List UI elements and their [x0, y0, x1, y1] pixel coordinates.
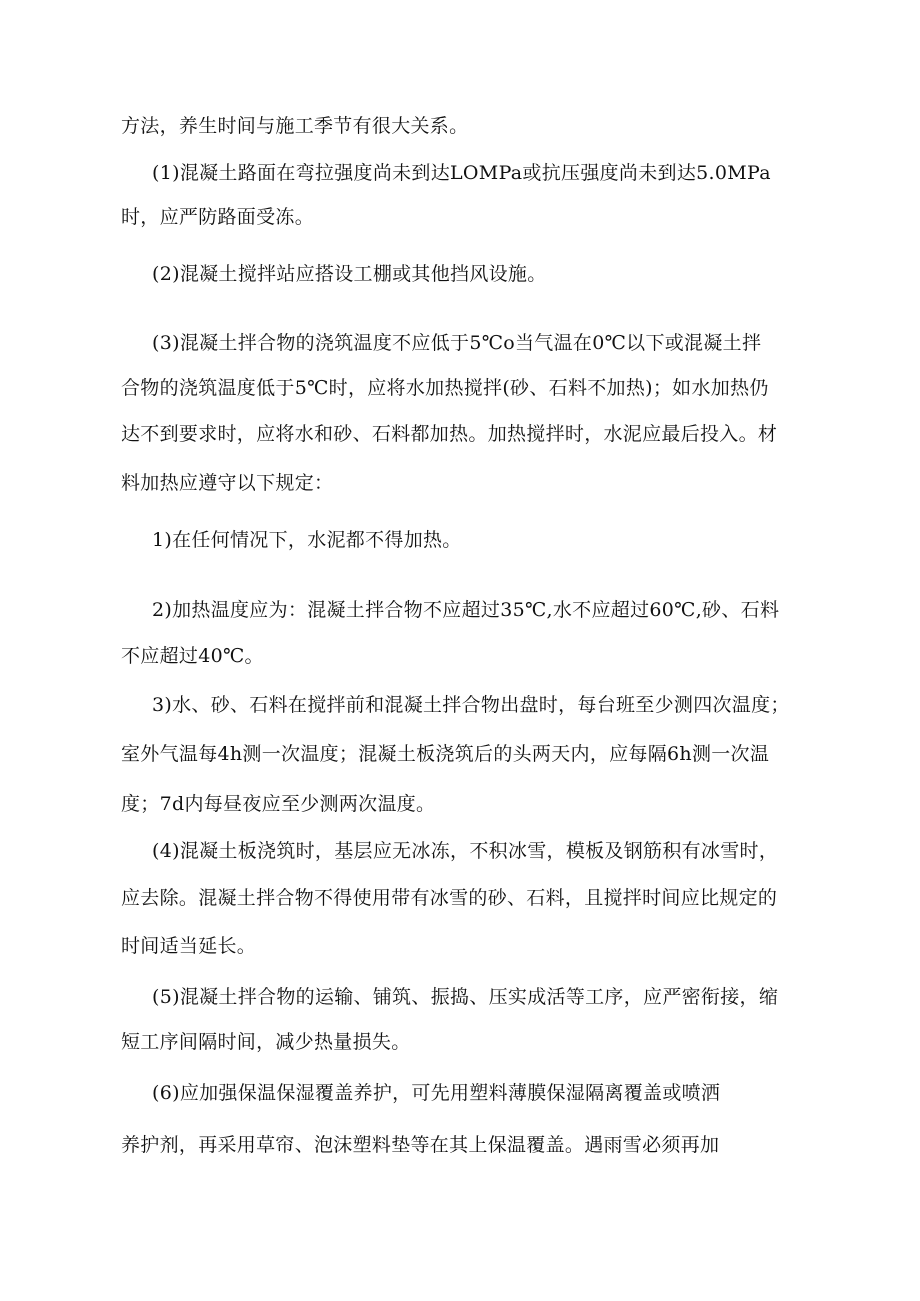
text-line: 3)水、砂、石料在搅拌前和混凝土拌合物出盘时，每台班至少测四次温度；: [152, 694, 790, 716]
text-line: 养护剂，再采用草帘、泡沫塑料垫等在其上保温覆盖。遇雨雪必须再加: [121, 1134, 720, 1156]
text-line: 合物的浇筑温度低于5℃时，应将水加热搅拌(砂、石料不加热)；如水加热仍: [121, 377, 769, 399]
text-line: 室外气温每4h测一次温度；混凝土板浇筑后的头两天内，应每隔6h测一次温: [121, 743, 770, 765]
text-line: 达不到要求时，应将水和砂、石料都加热。加热搅拌时，水泥应最后投入。材: [121, 423, 778, 445]
text-line: (3)混凝土拌合物的浇筑温度不应低于5℃o当气温在0℃以下或混凝土拌: [152, 332, 762, 354]
text-line: (2)混凝土搅拌站应搭设工棚或其他挡风设施。: [152, 263, 547, 285]
text-line: 度；7d内每昼夜应至少测两次温度。: [121, 793, 436, 815]
text-line: 短工序间隔时间，减少热量损失。: [121, 1031, 411, 1053]
text-line: 2)加热温度应为：混凝土拌合物不应超过35℃,水不应超过60℃,砂、石料: [152, 599, 780, 621]
text-line: 应去除。混凝土拌合物不得使用带有冰雪的砂、石料，且搅拌时间应比规定的: [121, 887, 778, 909]
text-line: 不应超过40℃。: [121, 645, 264, 667]
text-line: 1)在任何情况下，水泥都不得加热。: [152, 529, 462, 551]
text-line: (1)混凝土路面在弯拉强度尚未到达LOMPa或抗压强度尚未到达5.0MPa: [152, 162, 771, 184]
text-line: (6)应加强保温保湿覆盖养护，可先用塑料薄膜保湿隔离覆盖或喷洒: [152, 1082, 721, 1104]
text-line: 方法，养生时间与施工季节有很大关系。: [121, 115, 469, 137]
text-line: 料加热应遵守以下规定：: [121, 472, 334, 494]
text-line: 时，应严防路面受冻。: [121, 206, 315, 228]
text-line: (4)混凝土板浇筑时，基层应无冰冻，不积冰雪，模板及钢筋积有冰雪时，: [152, 840, 779, 862]
text-line: (5)混凝土拌合物的运输、铺筑、振捣、压实成活等工序，应严密衔接，缩: [152, 986, 779, 1008]
text-line: 时间适当延长。: [121, 935, 257, 957]
